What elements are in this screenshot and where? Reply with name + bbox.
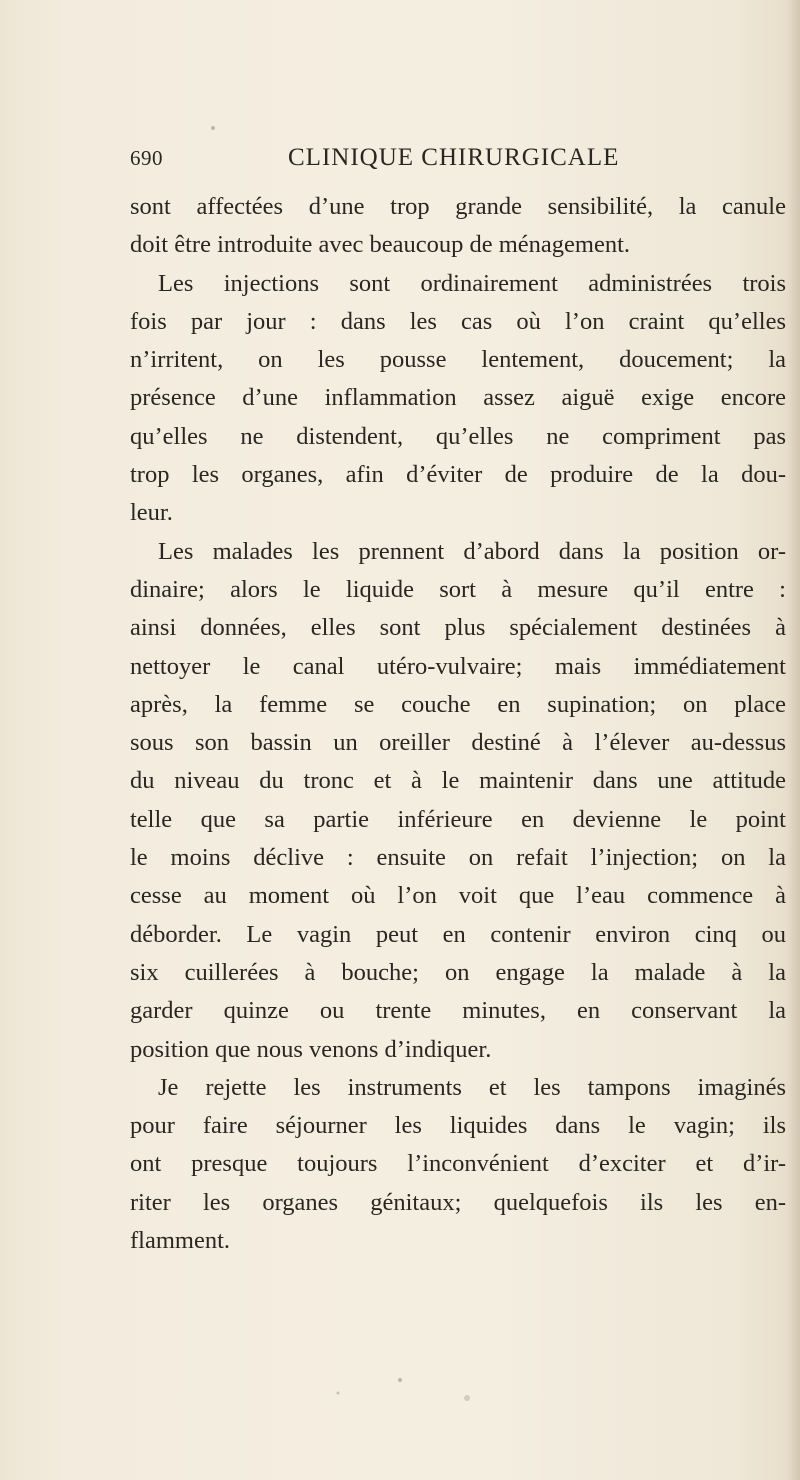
text-line: telle que sa partie inférieure en devienne le point	[130, 805, 786, 833]
text-line: nettoyer le canal utéro-vulvaire; mais immédiatement	[130, 652, 786, 680]
text-line: flamment.	[130, 1227, 231, 1255]
text-line: déborder. Le vagin peut en contenir environ cinq ou	[130, 920, 786, 948]
text-line: trop les organes, afin d’éviter de produire de la dou-	[130, 461, 786, 489]
text-line: ont presque toujours l’inconvénient d’exciter et d’ir-	[130, 1150, 786, 1178]
text-line: sont affectées d’une trop grande sensibilité, la canule	[130, 193, 786, 220]
text-line: après, la femme se couche en supination; on place	[130, 690, 786, 718]
text-line: pour faire séjourner les liquides dans le vagin; ils	[130, 1112, 786, 1140]
paragraph-start-line: Les injections sont ordinairement administrées trois	[158, 269, 786, 297]
text-line: riter les organes génitaux; quelquefois ils les en-	[130, 1188, 786, 1216]
text-line: cesse au moment où l’on voit que l’eau commence à	[130, 882, 786, 910]
text-line: fois par jour : dans les cas où l’on craint qu’elles	[130, 307, 786, 335]
paragraph-start-line: Les malades les prennent d’abord dans la position or-	[158, 537, 786, 565]
text-line: du niveau du tronc et à le maintenir dans une attitude	[130, 767, 786, 795]
text-line: garder quinze ou trente minutes, en conservant la	[130, 997, 786, 1025]
text-line: dinaire; alors le liquide sort à mesure qu’il entre :	[130, 575, 786, 603]
page-number: 690	[130, 146, 163, 170]
text-line: qu’elles ne distendent, qu’elles ne compriment pas	[130, 422, 786, 450]
text-line: sous son bassin un oreiller destiné à l’élever au-dessus	[130, 729, 786, 757]
text-line: doit être introduite avec beaucoup de ménagement.	[130, 231, 631, 259]
paragraph-start-line: Je rejette les instruments et les tampons imaginés	[158, 1073, 786, 1101]
running-head: CLINIQUE CHIRURGICALE	[288, 144, 620, 171]
text-line: présence d’une inflammation assez aiguë exige encore	[130, 384, 786, 412]
text-line: n’irritent, on les pousse lentement, doucement; la	[130, 346, 786, 374]
text-line: leur.	[130, 499, 173, 527]
text-line: ainsi données, elles sont plus spécialement destinées à	[130, 614, 786, 642]
text-line: six cuillerées à bouche; on engage la malade à la	[130, 958, 786, 986]
text-line: position que nous venons d’indiquer.	[130, 1035, 492, 1063]
text-line: le moins déclive : ensuite on refait l’injection; on la	[130, 844, 786, 872]
